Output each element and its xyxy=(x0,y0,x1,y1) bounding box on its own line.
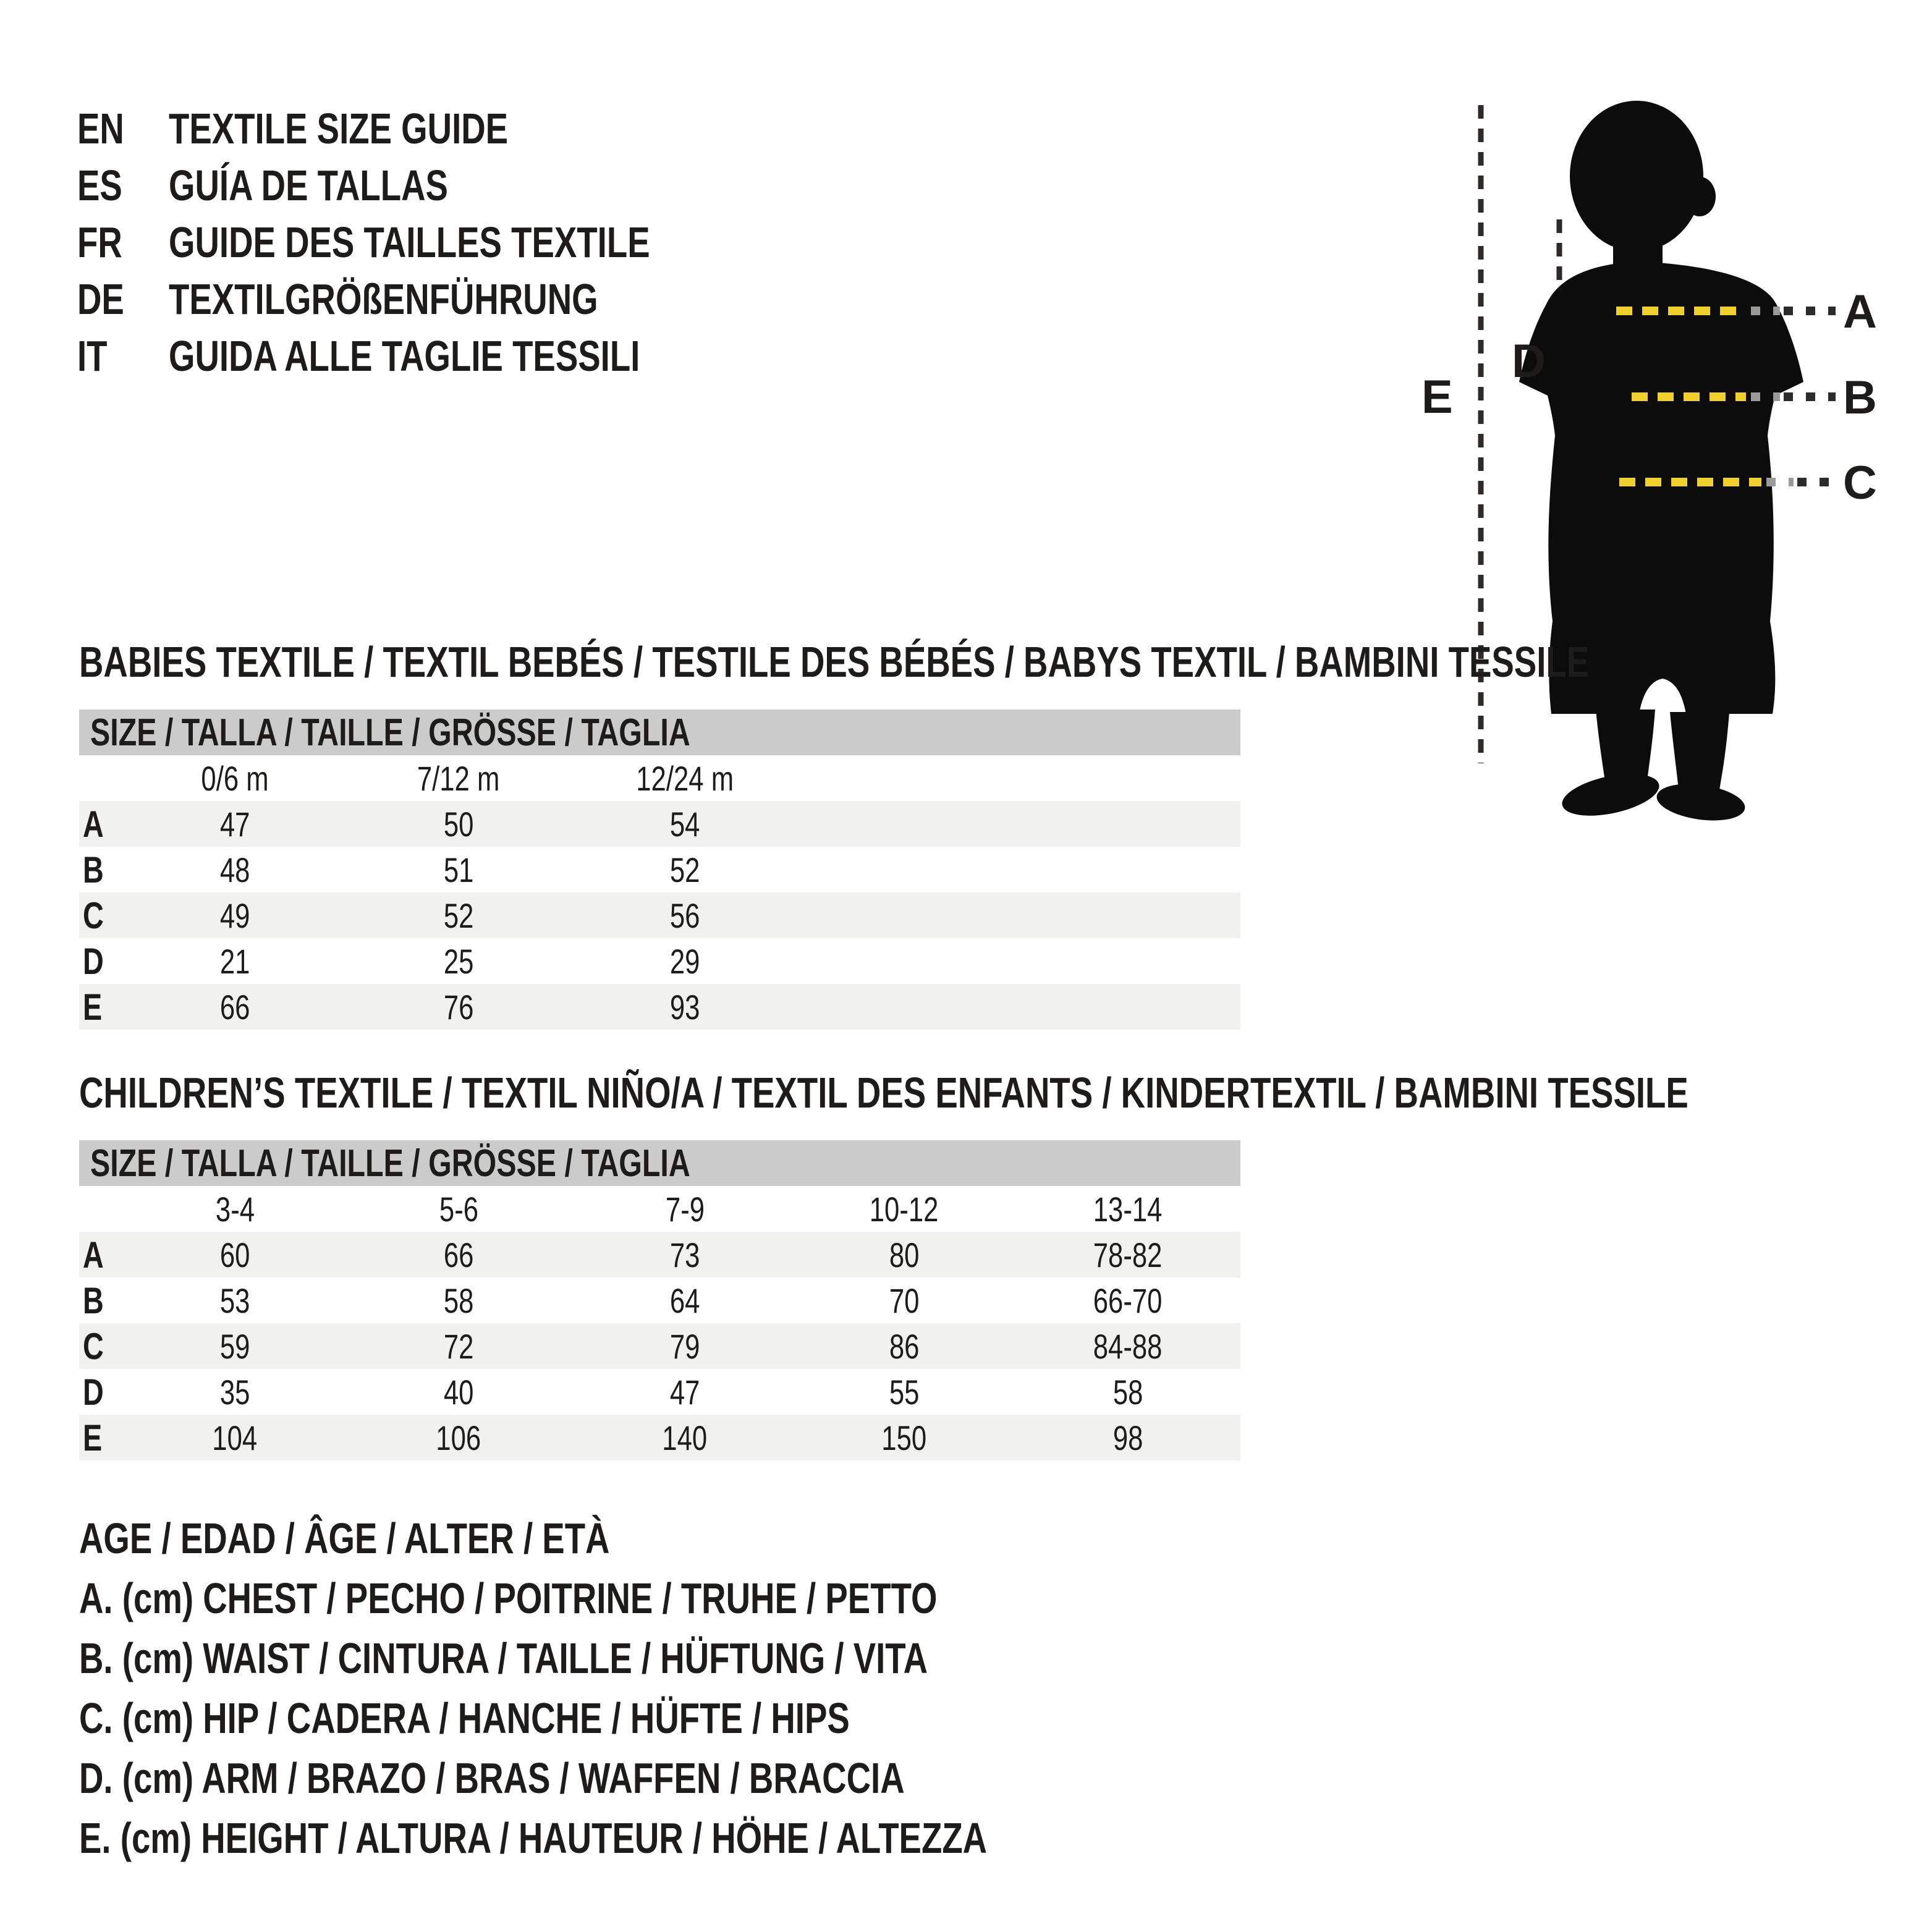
table-cell: 72 xyxy=(443,1326,474,1366)
language-code: DE xyxy=(77,275,124,323)
table-cell: 98 xyxy=(1112,1418,1143,1457)
table-cell: 47 xyxy=(669,1372,700,1412)
language-title: TEXTILE SIZE GUIDE xyxy=(169,104,509,153)
legend-height-e: E. (cm) HEIGHT / ALTURA / HAUTEUR / HÖHE / ALTEZZA xyxy=(79,1813,988,1862)
language-row-it xyxy=(77,328,786,384)
table-cell: 60 xyxy=(219,1235,250,1274)
table-cell: 29 xyxy=(669,941,700,981)
column-header: 7-9 xyxy=(665,1189,705,1229)
language-list xyxy=(77,100,786,384)
child-silhouette-figure xyxy=(1391,87,1932,828)
row-label: D xyxy=(83,1371,104,1413)
row-label: B xyxy=(83,849,104,891)
table-cell: 104 xyxy=(212,1418,258,1457)
language-title: GUIDA ALLE TAGLIE TESSILI xyxy=(169,332,640,380)
column-header: 0/6 m xyxy=(201,758,269,798)
table-cell: 58 xyxy=(1112,1372,1143,1412)
table-cell: 76 xyxy=(443,987,474,1027)
table-cell: 78-82 xyxy=(1093,1235,1163,1274)
table-cell: 56 xyxy=(669,896,700,935)
language-code: ES xyxy=(77,161,122,210)
children-size-table xyxy=(79,1140,1240,1460)
column-header: 10-12 xyxy=(870,1189,939,1229)
table-cell: 150 xyxy=(881,1418,927,1457)
table-row xyxy=(79,1232,1240,1277)
figure-label-e: E xyxy=(1421,371,1453,423)
table-cell: 79 xyxy=(669,1326,700,1366)
language-row-de xyxy=(77,271,786,328)
table-cell: 66 xyxy=(219,987,250,1027)
row-label: E xyxy=(83,986,103,1028)
table-cell: 66-70 xyxy=(1093,1281,1163,1320)
language-code: FR xyxy=(77,218,122,266)
column-header: 5-6 xyxy=(439,1189,478,1229)
table-cell: 106 xyxy=(436,1418,481,1457)
row-label: A xyxy=(83,1234,104,1276)
language-title: GUIDE DES TAILLES TEXTILE xyxy=(169,218,650,266)
legend-hip-c: C. (cm) HIP / CADERA / HANCHE / HÜFTE / HIPS xyxy=(79,1693,850,1742)
row-label: C xyxy=(83,894,104,936)
row-label: E xyxy=(83,1417,103,1459)
table-cell: 64 xyxy=(669,1281,700,1320)
table-row xyxy=(79,1415,1240,1460)
table-row xyxy=(79,984,1240,1030)
column-header: 3-4 xyxy=(215,1189,255,1229)
table-cell: 73 xyxy=(669,1235,700,1274)
table-cell: 40 xyxy=(443,1372,474,1412)
row-label: D xyxy=(83,940,104,982)
language-row-fr xyxy=(77,214,786,271)
legend-age: AGE / EDAD / ÂGE / ALTER / ETÀ xyxy=(79,1514,610,1562)
children-section-heading: CHILDREN’S TEXTILE / TEXTIL NIÑO/A / TEXTIL DES ENFANTS / KINDERTEXTIL / BAMBINI TESSILE xyxy=(79,1069,1688,1117)
column-header-row xyxy=(79,755,1240,801)
table-cell: 51 xyxy=(443,850,474,889)
table-cell: 50 xyxy=(443,804,474,844)
table-cell: 47 xyxy=(219,804,250,844)
table-cell: 48 xyxy=(219,850,250,889)
table-row xyxy=(79,938,1240,984)
legend-waist-b: B. (cm) WAIST / CINTURA / TAILLE / HÜFTUNG / VITA xyxy=(79,1633,928,1682)
column-header: 7/12 m xyxy=(417,758,500,798)
table-cell: 21 xyxy=(219,941,250,981)
table-cell: 49 xyxy=(219,896,250,935)
child-silhouette xyxy=(1519,101,1803,826)
table-cell: 52 xyxy=(443,896,474,935)
legend-arm-d: D. (cm) ARM / BRAZO / BRAS / WAFFEN / BRACCIA xyxy=(79,1753,905,1802)
language-row-es xyxy=(77,157,786,214)
figure-label-a: A xyxy=(1843,286,1877,338)
table-row xyxy=(79,847,1240,892)
table-cell: 25 xyxy=(443,941,474,981)
table-row xyxy=(79,892,1240,938)
table-cell: 58 xyxy=(443,1281,474,1320)
size-header-bar: SIZE / TALLA / TAILLE / GRÖSSE / TAGLIA xyxy=(79,1140,1240,1186)
table-cell: 35 xyxy=(219,1372,250,1412)
language-row-en xyxy=(77,100,786,157)
row-label: A xyxy=(83,803,104,845)
table-cell: 140 xyxy=(662,1418,708,1457)
table-cell: 86 xyxy=(889,1326,920,1366)
table-row xyxy=(79,1323,1240,1369)
table-row xyxy=(79,1369,1240,1415)
table-cell: 55 xyxy=(889,1372,920,1412)
column-header: 13-14 xyxy=(1093,1189,1163,1229)
babies-section-heading: BABIES TEXTILE / TEXTIL BEBÉS / TESTILE DES BÉBÉS / BABYS TEXTIL / BAMBINI TESSILE xyxy=(79,638,1590,686)
table-cell: 54 xyxy=(669,804,700,844)
table-cell: 84-88 xyxy=(1093,1326,1163,1366)
column-header: 12/24 m xyxy=(636,758,734,798)
column-header-row xyxy=(79,1186,1240,1232)
babies-size-table xyxy=(79,710,1240,1030)
measurement-legend xyxy=(79,1508,1243,1868)
table-row xyxy=(79,801,1240,847)
row-label: C xyxy=(83,1325,104,1367)
language-code: IT xyxy=(77,332,108,380)
table-cell: 80 xyxy=(889,1235,920,1274)
row-label: B xyxy=(83,1279,104,1321)
table-row xyxy=(79,1277,1240,1323)
size-header-bar: SIZE / TALLA / TAILLE / GRÖSSE / TAGLIA xyxy=(79,710,1240,755)
language-code: EN xyxy=(77,104,124,153)
figure-label-b: B xyxy=(1843,371,1877,424)
table-cell: 52 xyxy=(669,850,700,889)
legend-chest-a: A. (cm) CHEST / PECHO / POITRINE / TRUHE / PETTO xyxy=(79,1574,938,1622)
table-cell: 93 xyxy=(669,987,700,1027)
table-cell: 59 xyxy=(219,1326,250,1366)
language-title: GUÍA DE TALLAS xyxy=(169,161,448,210)
figure-label-d: D xyxy=(1512,335,1546,388)
table-cell: 70 xyxy=(889,1281,920,1320)
table-cell: 66 xyxy=(443,1235,474,1274)
language-title: TEXTILGRÖßENFÜHRUNG xyxy=(169,275,598,323)
table-cell: 53 xyxy=(219,1281,250,1320)
figure-label-c: C xyxy=(1843,457,1877,509)
